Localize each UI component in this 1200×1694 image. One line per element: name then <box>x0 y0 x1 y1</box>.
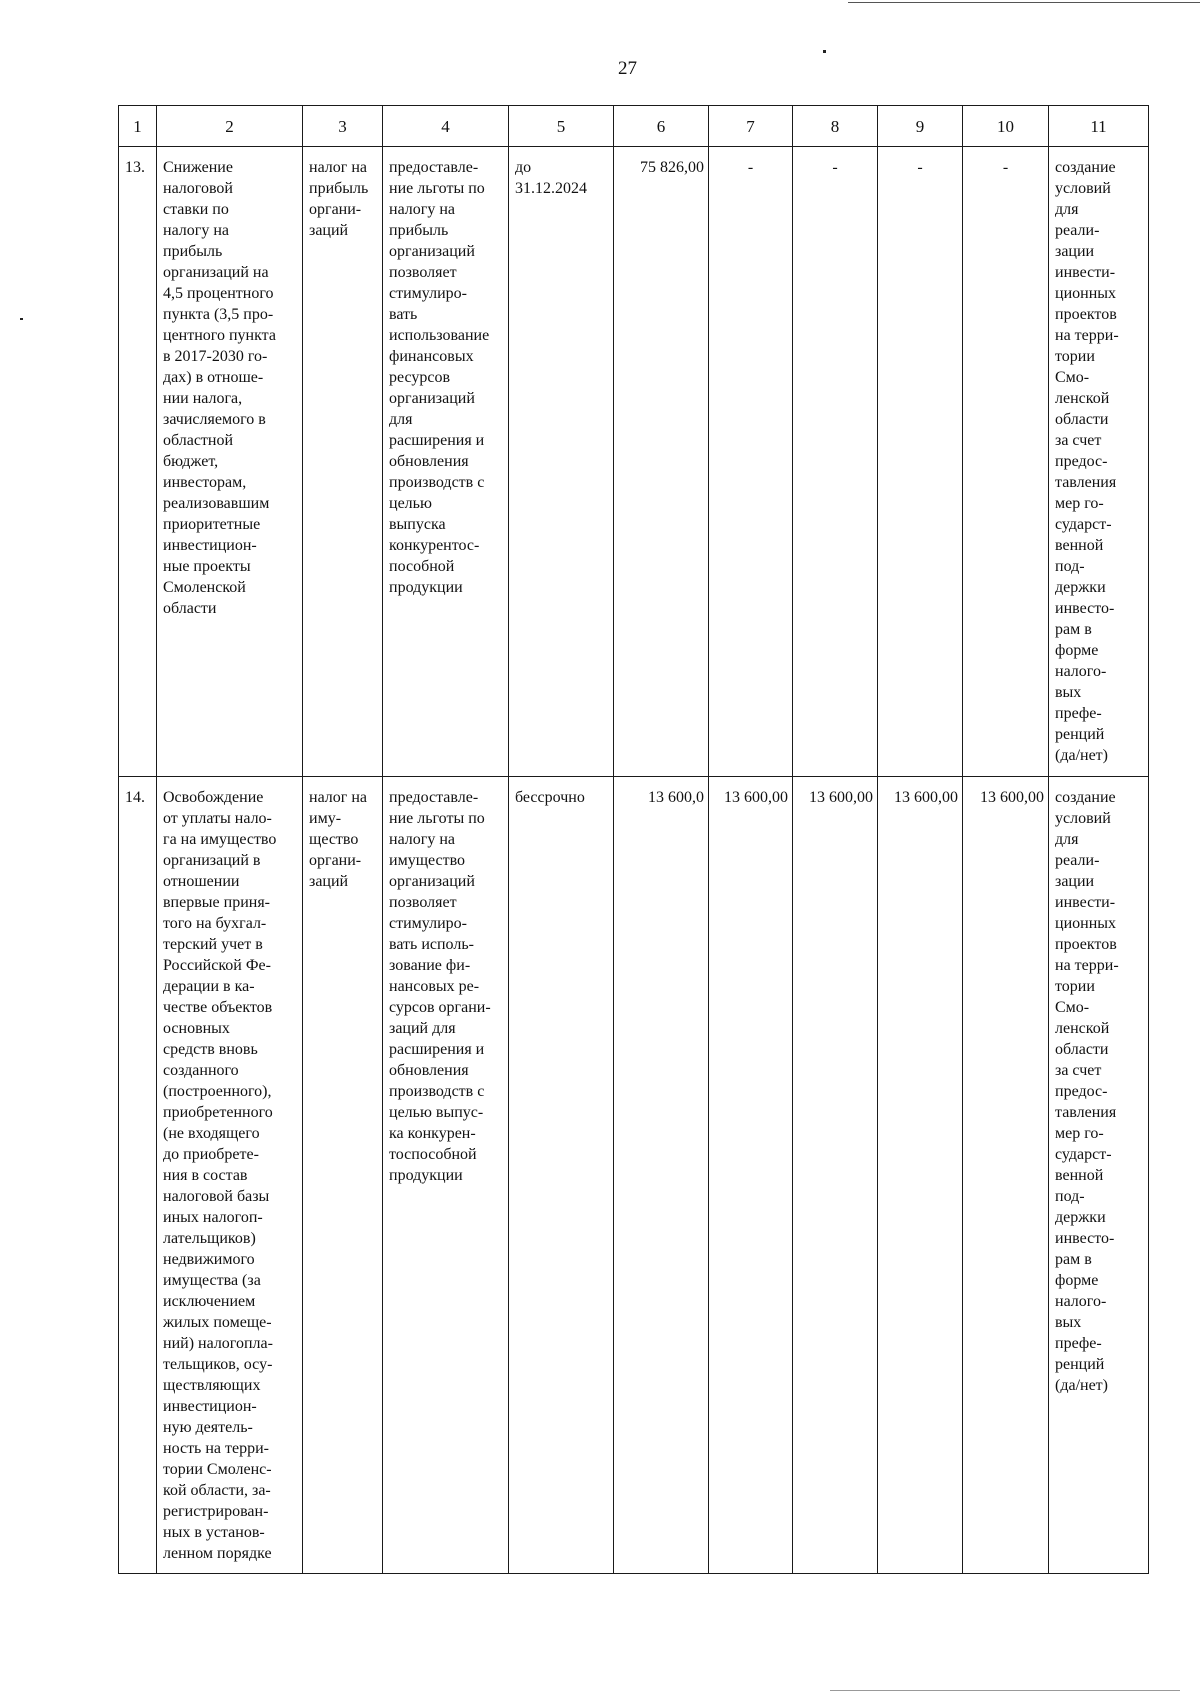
table-header-row <box>119 106 1149 147</box>
header-cell-7: 7 <box>709 106 793 147</box>
header-cell-9: 9 <box>878 106 963 147</box>
value-col-9: 13 600,00 <box>878 777 963 1574</box>
value-col-6: 75 826,00 <box>614 147 709 777</box>
tax-type: налог на иму- щество органи- заций <box>303 777 383 1574</box>
benefit-goal: создание условий для реали- зации инвести- ционных проектов на терри- тории Смо- ленской области за счет предос- тавления мер го- сударст- венной под- держки инвесто- рам в форме налого- вых префе- ренций (да/нет) <box>1049 147 1149 777</box>
value-col-7: 13 600,00 <box>709 777 793 1574</box>
page-number: 27 <box>618 58 637 79</box>
header-cell-8: 8 <box>793 106 878 147</box>
header-cell-10: 10 <box>963 106 1049 147</box>
benefit-goal: создание условий для реали- зации инвести- ционных проектов на терри- тории Смо- ленской области за счет предос- тавления мер го- сударст- венной под- держки инвесто- рам в форме налого- вых префе- ренций (да/нет) <box>1049 777 1149 1574</box>
tax-type: налог на прибыль органи- заций <box>303 147 383 777</box>
table-row <box>119 777 1149 1574</box>
benefit-term: бессрочно <box>509 777 614 1574</box>
scan-dot-left <box>20 318 23 320</box>
benefit-description: Освобождение от уплаты нало- га на имущество организаций в отношении впервые приня- того на бухгал- терский учет в Российской Фе- дерации в ка- честве объектов основных средств вновь созданного (построенного), приобретенного (не входящего до приобрете- ния в состав налоговой базы иных налогоп- лательщиков) недвижимого имущества (за исключением жилых помеще- ний) налогопла- тельщиков, осу- ществляющих инвестицион- ную деятель- ность на терри- тории Смоленс- кой области, за- регистрирован- ных в установ- ленном порядке <box>157 777 303 1574</box>
benefit-term: до 31.12.2024 <box>509 147 614 777</box>
scan-line-bottom <box>830 1690 1180 1691</box>
value-col-8: 13 600,00 <box>793 777 878 1574</box>
scan-dot <box>823 50 826 53</box>
benefit-description: Снижение налоговой ставки по налогу на прибыль организаций на 4,5 процентного пункта (3,5 про- центного пункта в 2017-2030 го- дах) в отноше- нии налога, зачисляемого в областной бюджет, инвесторам, реализовавшим приоритетные инвестицион- ные проекты Смоленской области <box>157 147 303 777</box>
header-cell-11: 11 <box>1049 106 1149 147</box>
header-cell-6: 6 <box>614 106 709 147</box>
header-cell-5: 5 <box>509 106 614 147</box>
benefit-purpose: предоставле- ние льготы по налогу на прибыль организаций позволяет стимулиро- вать использование финансовых ресурсов организаций для расширения и обновления производств с целью выпуска конкурентос- пособной продукции <box>383 147 509 777</box>
benefits-table <box>118 105 1149 1574</box>
value-col-10: 13 600,00 <box>963 777 1049 1574</box>
header-cell-2: 2 <box>157 106 303 147</box>
value-col-10: - <box>963 147 1049 777</box>
row-number: 13. <box>119 147 157 777</box>
value-col-9: - <box>878 147 963 777</box>
header-cell-3: 3 <box>303 106 383 147</box>
value-col-7: - <box>709 147 793 777</box>
value-col-6: 13 600,0 <box>614 777 709 1574</box>
scan-line-top-right <box>848 2 1200 3</box>
table-row <box>119 147 1149 777</box>
benefit-purpose: предоставле- ние льготы по налогу на имущество организаций позволяет стимулиро- вать исполь- зование фи- нансовых ре- сурсов органи- заций для расширения и обновления производств с целью выпус- ка конкурен- тоспособной продукции <box>383 777 509 1574</box>
value-col-8: - <box>793 147 878 777</box>
header-cell-4: 4 <box>383 106 509 147</box>
header-cell-1: 1 <box>119 106 157 147</box>
row-number: 14. <box>119 777 157 1574</box>
